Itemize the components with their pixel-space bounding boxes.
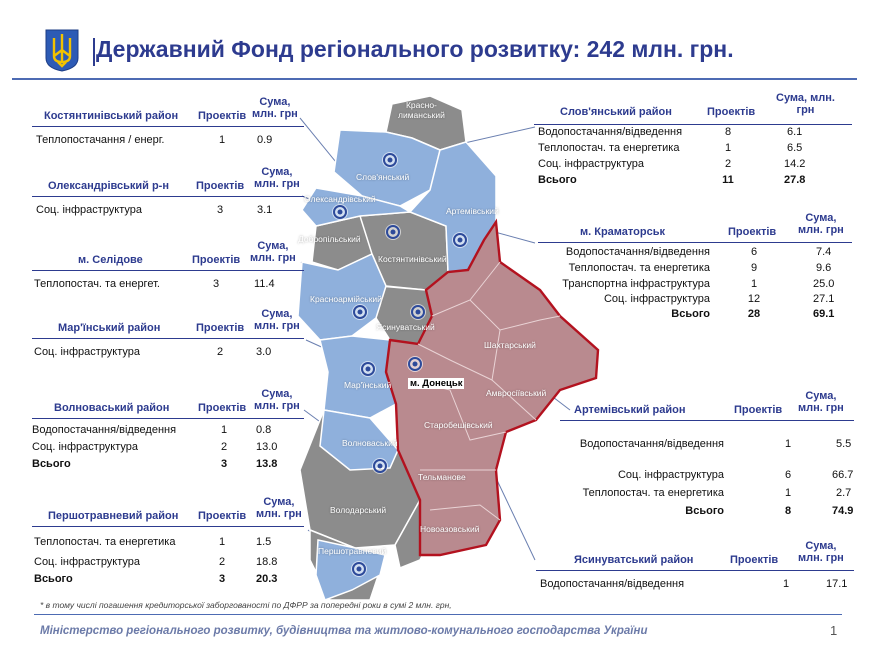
row-sum: 6.1 [787,126,803,138]
row-projects: 2 [220,441,228,453]
block-title: Слов'янський район [560,106,672,118]
total-label: Всього [32,458,71,470]
row-sum: 14.2 [784,158,806,170]
col-projects-header: Проектів [734,404,783,416]
col-sum-header: Сума, млн. грн [798,540,844,564]
block-kostiantynivskyi [30,92,310,152]
row-projects: 2 [218,556,226,568]
row-label: Соц. інфраструктура [34,556,141,568]
marker-artemivskyi [407,356,423,372]
block-title: Мар'їнський район [58,322,161,334]
block-yasynuvatskyi [530,534,860,598]
block-title: Ясинуватський район [574,554,694,566]
col-sum-header: Сума, млн. грн [798,212,844,236]
col-projects-header: Проектів [707,106,756,118]
row-label: Соц. інфраструктура [538,158,645,170]
total-sum: 74.9 [832,505,854,517]
row-label: Водопостачання/відведення [540,578,685,590]
row-label: Теплопостач. та енергетика [538,142,680,154]
block-title: м. Селідове [78,254,143,266]
row-label: Соц. інфраструктура [36,204,143,216]
row-projects: 1 [218,134,226,146]
col-sum-header: Сума, млн. грн [776,92,835,116]
marker-pershotravnevyi [351,561,367,577]
row-label: Транспортна інфраструктура [562,278,710,290]
block-marinskyi [30,308,310,368]
row-sum: 3.0 [256,346,272,358]
row-projects: 1 [784,487,792,499]
map-label-artemivskyi: Артемівський [446,206,499,216]
row-projects: 6 [750,246,758,258]
col-sum-header: Сума, млн. грн [252,96,298,120]
col-sum-header: Сума, млн. грн [250,240,296,264]
col-projects-header: Проектів [196,180,245,192]
row-projects: 1 [750,278,758,290]
block-kramatorsk [530,208,860,326]
row-sum: 6.5 [787,142,803,154]
row-label: Водопостачання/відведення [538,126,683,138]
block-title: Костянтинівський район [44,110,179,122]
row-label: Водопостачання/відведення [579,438,724,450]
col-sum-header: Сума, млн. грн [256,496,302,520]
total-label: Всього [538,174,577,186]
row-sum: 5.5 [836,438,852,450]
footnote: * в тому числі погашення кредиторської заборгованості по ДФРР за попередні роки в сумі 2 млн. грн, [40,600,452,610]
row-projects: 1 [784,438,792,450]
marker-kostiantynivskyi [385,224,401,240]
total-projects: 28 [747,308,761,320]
row-label: Соц. інфраструктура [32,441,139,453]
map-label-pershotravnevyi: Першотравневий [318,546,387,556]
block-artemivskyi [530,384,860,524]
total-projects: 11 [722,174,734,186]
map-label-marinskyi: Мар'їнський [344,380,392,390]
row-sum: 1.5 [256,536,272,548]
row-label: Соц. інфраструктура [34,346,141,358]
row-projects: 3 [216,204,224,216]
map-label-yasynuvatskyi: Ясинуватський [376,322,435,332]
row-projects: 12 [747,293,761,305]
row-label: Соц. інфраструктура [603,293,710,305]
row-sum: 7.4 [816,246,832,258]
marker-selidove [352,304,368,320]
block-oleksandrivskyi [30,164,310,224]
map-label-donetsk: м. Донецьк [410,378,463,389]
row-projects: 8 [724,126,732,138]
row-projects: 1 [782,578,790,590]
col-projects-header: Проектів [728,226,777,238]
block-title: Волноваський район [54,402,170,414]
page-title: Державний Фонд регіонального розвитку: 242 млн. грн. [96,36,734,62]
row-label: Теплопостач. та енергет. [34,278,160,290]
total-label: Всього [671,308,710,320]
row-sum: 0.9 [257,134,273,146]
total-label: Всього [34,573,73,585]
footer-text: Міністерство регіонального розвитку, будівництва та житлово-комунального господарства України [40,625,648,637]
block-volnovaskyi [30,386,310,478]
row-sum: 27.1 [813,293,835,305]
row-projects: 1 [724,142,732,154]
row-projects: 2 [216,346,224,358]
row-sum: 0.8 [256,424,272,436]
total-projects: 3 [220,458,228,470]
row-label: Теплопостач. та енергетика [582,487,724,499]
row-label: Теплопостач. та енергетика [568,262,710,274]
row-label: Соц. інфраструктура [617,469,724,481]
total-sum: 27.8 [784,174,806,186]
col-projects-header: Проектів [192,254,241,266]
row-sum: 25.0 [813,278,835,290]
marker-kramatorsk [452,232,468,248]
total-label: Всього [685,505,724,517]
row-projects: 2 [724,158,732,170]
col-projects-header: Проектів [198,510,247,522]
total-projects: 3 [218,573,226,585]
row-projects: 6 [784,469,792,481]
marker-oleksandrivskyi [332,204,348,220]
col-sum-header: Сума, млн. грн [798,390,844,414]
footer-divider [34,614,842,615]
total-sum: 69.1 [813,308,835,320]
row-projects: 1 [218,536,226,548]
block-selidove [30,238,310,298]
row-sum: 13.0 [256,441,278,453]
row-sum: 18.8 [256,556,278,568]
total-projects: 8 [784,505,792,517]
map-label-starobeshivskyi: Старобешівський [424,420,493,430]
col-sum-header: Сума, млн. грн [254,388,300,412]
col-projects-header: Проектів [198,110,247,122]
page-number: 1 [830,623,838,638]
map-label-telmanivskyi: Тельманове [418,472,466,482]
row-label: Теплопостач. та енергетика [34,536,176,548]
map-label-volodarskyi: Володарський [330,505,387,515]
row-sum: 17.1 [826,578,848,590]
marker-yasynuvatskyi [410,304,426,320]
block-title: Артемівський район [574,404,686,416]
marker-slovianskyi [382,152,398,168]
row-sum: 2.7 [836,487,852,499]
total-sum: 20.3 [256,573,278,585]
block-pershotravnevyi [30,494,310,589]
row-sum: 66.7 [832,469,854,481]
col-projects-header: Проектів [198,402,247,414]
row-sum: 11.4 [254,278,275,290]
map-label-krasnolymanskyi: Красно- лиманський [398,100,445,120]
map-label-volnovaskyi: Волноваський [342,438,398,448]
map-label-shakhtarskyi: Шахтарський [484,340,536,350]
col-projects-header: Проектів [196,322,245,334]
total-sum: 13.8 [256,458,278,470]
block-slovianskyi [530,88,860,192]
row-label: Водопостачання/відведення [565,246,710,258]
row-sum: 9.6 [816,262,832,274]
map-label-krasnoarmiiskyi: Красноармійський [310,294,382,304]
map-label-oleksandrivskyi: Олександрівський [304,194,376,204]
row-sum: 3.1 [257,204,273,216]
row-label: Водопостачання/відведення [32,424,177,436]
map-label-slovianskyi: Слов'янський [356,172,410,182]
block-title: м. Краматорськ [580,226,665,238]
col-sum-header: Сума, млн. грн [254,308,300,332]
map-label-kostiantynivskyi: Костянтинівський [378,254,447,264]
block-title: Олександрівський р-н [48,180,169,192]
block-title: Першотравневий район [48,510,179,522]
marker-marinskyi [360,361,376,377]
map-label-dobropilskyi: Добропільський [298,234,361,244]
row-projects: 3 [212,278,220,290]
row-projects: 9 [750,262,758,274]
col-sum-header: Сума, млн. грн [254,166,300,190]
map-label-novoazovskyi: Новоазовський [420,524,480,534]
row-projects: 1 [220,424,228,436]
col-projects-header: Проектів [730,554,779,566]
row-label: Теплопостачання / енерг. [36,134,165,146]
map-label-amvrosiivskyi: Амвросіївський [486,388,547,398]
marker-volnovaskyi [372,458,388,474]
